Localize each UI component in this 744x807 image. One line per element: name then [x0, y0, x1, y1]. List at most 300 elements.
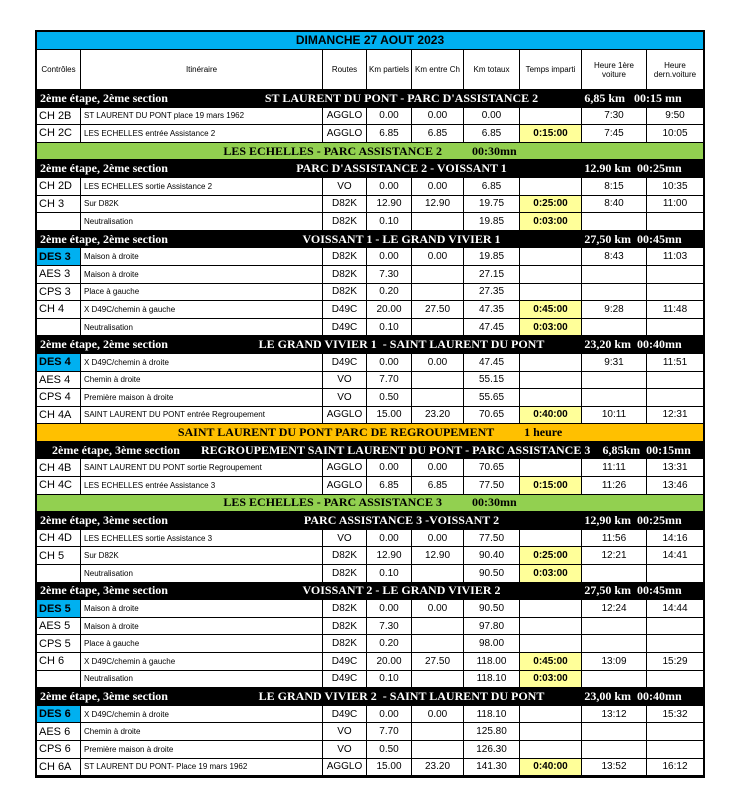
cell-km-total: 70.65 — [464, 459, 520, 476]
section-header — [37, 442, 703, 460]
cell-km-total: 70.65 — [464, 407, 520, 424]
section-header — [37, 231, 703, 249]
cell-last-car: 11:48 — [662, 303, 688, 315]
cell-km-between — [412, 213, 464, 230]
cell-km-between — [412, 266, 464, 283]
table-row — [37, 653, 703, 671]
cell-first-car: 7:45 — [582, 125, 647, 142]
cell-route: AGGLO — [323, 407, 367, 424]
cell-km-partial: 0.10 — [367, 565, 412, 582]
cell-last-car — [647, 671, 703, 688]
cell-itinerary: Neutralisation — [81, 671, 323, 688]
cell-itinerary: X D49C/chemin à gauche — [81, 653, 323, 670]
cell-first-car: 11:56 — [582, 530, 647, 547]
cell-km-between: 27.50 — [412, 653, 464, 670]
cell-km-partial: 0.00 — [367, 459, 412, 476]
cell-itinerary: Place à gauche — [81, 284, 323, 301]
cell-km-between: 0.00 — [412, 248, 464, 265]
cell-km-partial: 0.10 — [367, 213, 412, 230]
section-mid: PARC ASSISTANCE 3 -VOISSANT 2 — [303, 513, 500, 528]
cell-first-car — [582, 565, 647, 582]
cell-first-car: 9:28 — [582, 301, 647, 318]
table-row — [37, 759, 703, 777]
section-header — [37, 90, 703, 108]
schedule-table — [35, 30, 705, 778]
cell-km-between: 12.90 — [412, 547, 464, 564]
cell-km-total: 27.15 — [464, 266, 520, 283]
cell-first-car: 8:40 — [582, 196, 647, 213]
cell-route: VO — [323, 530, 367, 547]
section-left: 2ème étape, 2ème section — [40, 337, 168, 352]
cell-time-allowed — [520, 266, 582, 283]
cell-last-car: 15:29 — [662, 655, 688, 667]
cell-last-car — [647, 319, 703, 336]
cell-route: D82K — [323, 565, 367, 582]
section-left: 2ème étape, 3ème section — [40, 442, 180, 457]
cell-km-between: 0.00 — [412, 600, 464, 617]
cell-route: VO — [323, 389, 367, 406]
cell-km-partial: 0.00 — [367, 178, 412, 195]
cell-control: AES 5 — [37, 618, 81, 635]
cell-km-total: 125.80 — [464, 723, 520, 740]
page-title: DIMANCHE 27 AOUT 2023 — [37, 32, 703, 50]
section-mid: LE GRAND VIVIER 1 - SAINT LAURENT DU PONT — [258, 337, 545, 352]
cell-first-car: 10:11 — [582, 407, 647, 424]
cell-first-car — [582, 319, 647, 336]
cell-first-car — [582, 741, 647, 758]
cell-control: CH 2D — [37, 178, 81, 195]
cell-control: CH 4C — [37, 477, 81, 494]
cell-km-partial: 7.70 — [367, 372, 412, 389]
cell-last-car: 10:35 — [662, 180, 688, 192]
section-right: 6,85km 00:15mn — [602, 442, 691, 457]
cell-first-car — [582, 284, 647, 301]
table-row — [37, 706, 703, 724]
cell-km-partial: 15.00 — [367, 759, 412, 776]
cell-km-between: 0.00 — [412, 706, 464, 723]
cell-route: AGGLO — [323, 108, 367, 125]
cell-first-car: 11:26 — [582, 477, 647, 494]
cell-first-car: 7:30 — [582, 108, 647, 125]
cell-last-car: 9:50 — [665, 110, 685, 122]
cell-first-car: 12:21 — [582, 547, 647, 564]
cell-time-allowed: 0:25:00 — [520, 196, 582, 213]
cell-km-total: 126.30 — [464, 741, 520, 758]
section-right: 27,50 km 00:45mn — [584, 583, 682, 598]
cell-itinerary: Chemin à droite — [81, 723, 323, 740]
cell-km-total: 47.35 — [464, 301, 520, 318]
cell-first-car: 13:12 — [582, 706, 647, 723]
section-right: 6,85 km 00:15 mn — [584, 90, 682, 105]
section-mid: PARC D'ASSISTANCE 2 - VOISSANT 1 — [296, 161, 507, 176]
cell-last-car: 14:44 — [662, 603, 688, 615]
cell-km-total: 90.50 — [464, 600, 520, 617]
cell-itinerary: Maison à droite — [81, 600, 323, 617]
cell-route: D49C — [323, 706, 367, 723]
cell-km-between: 0.00 — [412, 178, 464, 195]
cell-km-partial: 12.90 — [367, 196, 412, 213]
table-body — [37, 90, 703, 776]
section-right: 12,90 km 00:25mn — [584, 513, 682, 528]
cell-last-car — [647, 741, 703, 758]
cell-km-between — [412, 635, 464, 652]
cell-km-partial: 0.20 — [367, 284, 412, 301]
cell-control: CH 4 — [37, 301, 81, 318]
section-left: 2ème étape, 3ème section — [40, 688, 168, 703]
cell-km-total: 47.45 — [464, 319, 520, 336]
header-first-car: Heure 1ère voiture — [582, 50, 647, 89]
cell-itinerary: Place à gauche — [81, 635, 323, 652]
table-row — [37, 125, 703, 143]
cell-last-car — [647, 266, 703, 283]
cell-control — [37, 565, 81, 582]
cell-route: D49C — [323, 354, 367, 371]
cell-last-car — [647, 372, 703, 389]
section-header — [37, 336, 703, 354]
cell-last-car: 10:05 — [662, 127, 688, 139]
header-control: Contrôles — [37, 50, 81, 89]
table-row — [37, 671, 703, 689]
band-text: LES ECHELLES - PARC ASSISTANCE 3 00:30mn — [223, 495, 517, 510]
cell-last-car: 11:51 — [662, 356, 688, 368]
cell-last-car: 16:12 — [662, 761, 688, 773]
section-left: 2ème étape, 2ème section — [40, 161, 168, 176]
cell-last-car: 12:31 — [662, 409, 688, 421]
cell-route: VO — [323, 372, 367, 389]
cell-first-car — [582, 389, 647, 406]
cell-km-partial: 7.30 — [367, 618, 412, 635]
cell-control: DES 5 — [37, 600, 81, 617]
header-time-allowed: Temps imparti — [520, 50, 582, 89]
header-route: Routes — [323, 50, 367, 89]
section-header — [37, 512, 703, 530]
cell-km-between — [412, 565, 464, 582]
cell-time-allowed: 0:03:00 — [520, 213, 582, 230]
cell-control: CH 3 — [37, 196, 81, 213]
cell-last-car: 15:32 — [662, 708, 688, 720]
cell-time-allowed — [520, 706, 582, 723]
cell-last-car — [647, 723, 703, 740]
cell-time-allowed — [520, 618, 582, 635]
cell-control: AES 6 — [37, 723, 81, 740]
table-row — [37, 284, 703, 302]
cell-control: CPS 5 — [37, 635, 81, 652]
cell-route: VO — [323, 723, 367, 740]
cell-itinerary: ST LAURENT DU PONT- Place 19 mars 1962 — [81, 759, 323, 776]
cell-route: D82K — [323, 618, 367, 635]
cell-time-allowed — [520, 459, 582, 476]
cell-control — [37, 319, 81, 336]
cell-itinerary: SAINT LAURENT DU PONT entrée Regroupement — [81, 407, 323, 424]
cell-km-total: 118.10 — [464, 671, 520, 688]
cell-last-car: 11:00 — [662, 198, 688, 210]
table-row — [37, 741, 703, 759]
cell-itinerary: Maison à droite — [81, 618, 323, 635]
cell-last-car: 11:03 — [662, 251, 688, 263]
cell-first-car: 13:09 — [582, 653, 647, 670]
section-header — [37, 688, 703, 706]
section-mid: LE GRAND VIVIER 2 - SAINT LAURENT DU PONT — [258, 688, 545, 703]
table-row — [37, 547, 703, 565]
cell-km-partial: 0.00 — [367, 706, 412, 723]
cell-route: D82K — [323, 635, 367, 652]
header-km-between: Km entre Ch — [412, 50, 464, 89]
cell-time-allowed: 0:15:00 — [520, 477, 582, 494]
cell-km-total: 118.10 — [464, 706, 520, 723]
cell-first-car: 9:31 — [582, 354, 647, 371]
cell-time-allowed: 0:40:00 — [520, 759, 582, 776]
table-row — [37, 389, 703, 407]
cell-km-between: 0.00 — [412, 459, 464, 476]
cell-control: DES 4 — [37, 354, 81, 371]
cell-control: CH 2B — [37, 108, 81, 125]
cell-route: VO — [323, 741, 367, 758]
cell-time-allowed — [520, 530, 582, 547]
cell-itinerary: Neutralisation — [81, 213, 323, 230]
green-band — [37, 143, 703, 161]
cell-km-partial: 0.10 — [367, 319, 412, 336]
cell-km-total: 6.85 — [464, 178, 520, 195]
cell-last-car — [647, 635, 703, 652]
column-headers — [37, 50, 703, 90]
cell-km-total: 0.00 — [464, 108, 520, 125]
cell-time-allowed: 0:03:00 — [520, 565, 582, 582]
cell-first-car: 11:11 — [582, 459, 647, 476]
cell-km-between: 0.00 — [412, 530, 464, 547]
cell-km-total: 98.00 — [464, 635, 520, 652]
cell-route: D49C — [323, 301, 367, 318]
cell-itinerary: LES ECHELLES entrée Assistance 2 — [81, 125, 323, 142]
cell-km-between — [412, 618, 464, 635]
cell-time-allowed: 0:45:00 — [520, 301, 582, 318]
cell-route: D49C — [323, 653, 367, 670]
cell-last-car: 13:31 — [662, 462, 688, 474]
cell-control — [37, 213, 81, 230]
cell-route: D82K — [323, 266, 367, 283]
table-row — [37, 213, 703, 231]
cell-control: CPS 6 — [37, 741, 81, 758]
cell-control: AES 3 — [37, 266, 81, 283]
cell-km-partial: 0.00 — [367, 354, 412, 371]
section-left: 2ème étape, 2ème section — [40, 90, 168, 105]
cell-time-allowed: 0:03:00 — [520, 671, 582, 688]
section-right: 23,20 km 00:40mn — [584, 337, 682, 352]
cell-last-car — [647, 618, 703, 635]
cell-route: D82K — [323, 196, 367, 213]
cell-control: CH 5 — [37, 547, 81, 564]
cell-control: DES 6 — [37, 706, 81, 723]
cell-first-car — [582, 671, 647, 688]
cell-first-car — [582, 635, 647, 652]
header-last-car: Heure dern.voiture — [653, 60, 697, 79]
cell-last-car — [647, 565, 703, 582]
cell-route: D82K — [323, 284, 367, 301]
cell-control: AES 4 — [37, 372, 81, 389]
table-row — [37, 301, 703, 319]
cell-km-between — [412, 723, 464, 740]
cell-km-total: 27.35 — [464, 284, 520, 301]
section-left: 2ème étape, 3ème section — [40, 513, 168, 528]
orange-band — [37, 424, 703, 442]
cell-control: CH 2C — [37, 125, 81, 142]
cell-control: DES 3 — [37, 248, 81, 265]
cell-time-allowed: 0:03:00 — [520, 319, 582, 336]
cell-km-total: 47.45 — [464, 354, 520, 371]
cell-route: AGGLO — [323, 459, 367, 476]
cell-km-total: 77.50 — [464, 477, 520, 494]
table-row — [37, 459, 703, 477]
cell-itinerary: Sur D82K — [81, 547, 323, 564]
cell-first-car — [582, 618, 647, 635]
cell-km-partial: 20.00 — [367, 301, 412, 318]
table-row — [37, 565, 703, 583]
cell-first-car: 13:52 — [582, 759, 647, 776]
cell-itinerary: LES ECHELLES sortie Assistance 3 — [81, 530, 323, 547]
table-row — [37, 266, 703, 284]
cell-itinerary: Première maison à droite — [81, 741, 323, 758]
cell-itinerary: LES ECHELLES sortie Assistance 2 — [81, 178, 323, 195]
cell-first-car: 12:24 — [582, 600, 647, 617]
cell-control: CH 4D — [37, 530, 81, 547]
cell-first-car — [582, 372, 647, 389]
cell-km-partial: 6.85 — [367, 477, 412, 494]
section-left: 2ème étape, 2ème section — [40, 231, 168, 246]
cell-km-between: 27.50 — [412, 301, 464, 318]
table-row — [37, 407, 703, 425]
cell-km-partial: 0.50 — [367, 741, 412, 758]
cell-route: D82K — [323, 547, 367, 564]
cell-km-total: 55.15 — [464, 372, 520, 389]
cell-km-partial: 20.00 — [367, 653, 412, 670]
cell-time-allowed: 0:45:00 — [520, 653, 582, 670]
cell-km-total: 19.85 — [464, 213, 520, 230]
cell-km-between: 6.85 — [412, 125, 464, 142]
cell-first-car — [582, 723, 647, 740]
cell-route: D82K — [323, 248, 367, 265]
cell-km-partial: 0.10 — [367, 671, 412, 688]
cell-km-between: 0.00 — [412, 108, 464, 125]
cell-km-partial: 0.00 — [367, 108, 412, 125]
cell-control: CPS 4 — [37, 389, 81, 406]
table-row — [37, 248, 703, 266]
section-right: 27,50 km 00:45mn — [584, 231, 682, 246]
table-row — [37, 354, 703, 372]
cell-control: CH 6A — [37, 759, 81, 776]
cell-last-car: 13:46 — [662, 479, 688, 491]
header-km-total: Km totaux — [464, 50, 520, 89]
table-row — [37, 618, 703, 636]
cell-route: D82K — [323, 600, 367, 617]
cell-km-between: 23.20 — [412, 759, 464, 776]
cell-km-total: 6.85 — [464, 125, 520, 142]
cell-itinerary: LES ECHELLES entrée Assistance 3 — [81, 477, 323, 494]
section-left: 2ème étape, 3ème section — [40, 583, 168, 598]
cell-first-car: 8:15 — [582, 178, 647, 195]
band-text: LES ECHELLES - PARC ASSISTANCE 2 00:30mn — [223, 143, 517, 158]
cell-itinerary: Première maison à droite — [81, 389, 323, 406]
cell-time-allowed — [520, 372, 582, 389]
cell-time-allowed — [520, 108, 582, 125]
section-header — [37, 583, 703, 601]
cell-time-allowed: 0:25:00 — [520, 547, 582, 564]
table-row — [37, 372, 703, 390]
cell-time-allowed — [520, 284, 582, 301]
band-text: SAINT LAURENT DU PONT PARC DE REGROUPEMENT 1 heure — [177, 425, 563, 440]
cell-km-partial: 0.00 — [367, 248, 412, 265]
section-mid: ST LAURENT DU PONT - PARC D'ASSISTANCE 2 — [264, 90, 539, 105]
cell-km-between: 12.90 — [412, 196, 464, 213]
section-header — [37, 160, 703, 178]
cell-km-between: 23.20 — [412, 407, 464, 424]
cell-km-between: 0.00 — [412, 354, 464, 371]
cell-last-car: 14:41 — [662, 550, 688, 562]
cell-itinerary: Neutralisation — [81, 319, 323, 336]
table-row — [37, 600, 703, 618]
cell-time-allowed — [520, 248, 582, 265]
section-right: 23,00 km 00:40mn — [584, 688, 682, 703]
cell-time-allowed — [520, 354, 582, 371]
cell-km-total: 90.50 — [464, 565, 520, 582]
cell-last-car — [647, 213, 703, 230]
cell-route: VO — [323, 178, 367, 195]
cell-route: D82K — [323, 213, 367, 230]
cell-km-between — [412, 389, 464, 406]
cell-km-between — [412, 284, 464, 301]
cell-time-allowed — [520, 635, 582, 652]
cell-route: D49C — [323, 671, 367, 688]
green-band — [37, 495, 703, 513]
cell-route: AGGLO — [323, 759, 367, 776]
cell-last-car — [647, 284, 703, 301]
cell-control: CH 6 — [37, 653, 81, 670]
cell-itinerary: Maison à droite — [81, 266, 323, 283]
cell-last-car: 14:16 — [662, 532, 688, 544]
section-mid: VOISSANT 2 - LE GRAND VIVIER 2 — [302, 583, 501, 598]
cell-time-allowed — [520, 741, 582, 758]
cell-km-partial: 0.00 — [367, 530, 412, 547]
cell-control — [37, 671, 81, 688]
table-row — [37, 635, 703, 653]
header-itinerary: Itinéraire — [81, 50, 323, 89]
cell-itinerary: Maison à droite — [81, 248, 323, 265]
cell-time-allowed — [520, 600, 582, 617]
table-row — [37, 319, 703, 337]
section-mid: REGROUPEMENT SAINT LAURENT DU PONT - PARC ASSISTANCE 3 — [200, 442, 591, 457]
cell-itinerary: X D49C/chemin à droite — [81, 354, 323, 371]
cell-route: AGGLO — [323, 125, 367, 142]
cell-km-total: 118.00 — [464, 653, 520, 670]
cell-itinerary: X D49C/chemin à gauche — [81, 301, 323, 318]
cell-itinerary: ST LAURENT DU PONT place 19 mars 1962 — [81, 108, 323, 125]
cell-control: CPS 3 — [37, 284, 81, 301]
cell-km-total: 55.65 — [464, 389, 520, 406]
cell-first-car: 8:43 — [582, 248, 647, 265]
cell-control: CH 4B — [37, 459, 81, 476]
cell-itinerary: Neutralisation — [81, 565, 323, 582]
cell-km-partial: 12.90 — [367, 547, 412, 564]
cell-km-total: 141.30 — [464, 759, 520, 776]
cell-km-total: 77.50 — [464, 530, 520, 547]
section-mid: VOISSANT 1 - LE GRAND VIVIER 1 — [302, 231, 501, 246]
cell-km-between — [412, 671, 464, 688]
cell-time-allowed — [520, 178, 582, 195]
cell-time-allowed — [520, 389, 582, 406]
cell-itinerary: Chemin à droite — [81, 372, 323, 389]
cell-km-between: 6.85 — [412, 477, 464, 494]
cell-km-partial: 0.00 — [367, 600, 412, 617]
cell-time-allowed: 0:15:00 — [520, 125, 582, 142]
cell-route: AGGLO — [323, 477, 367, 494]
